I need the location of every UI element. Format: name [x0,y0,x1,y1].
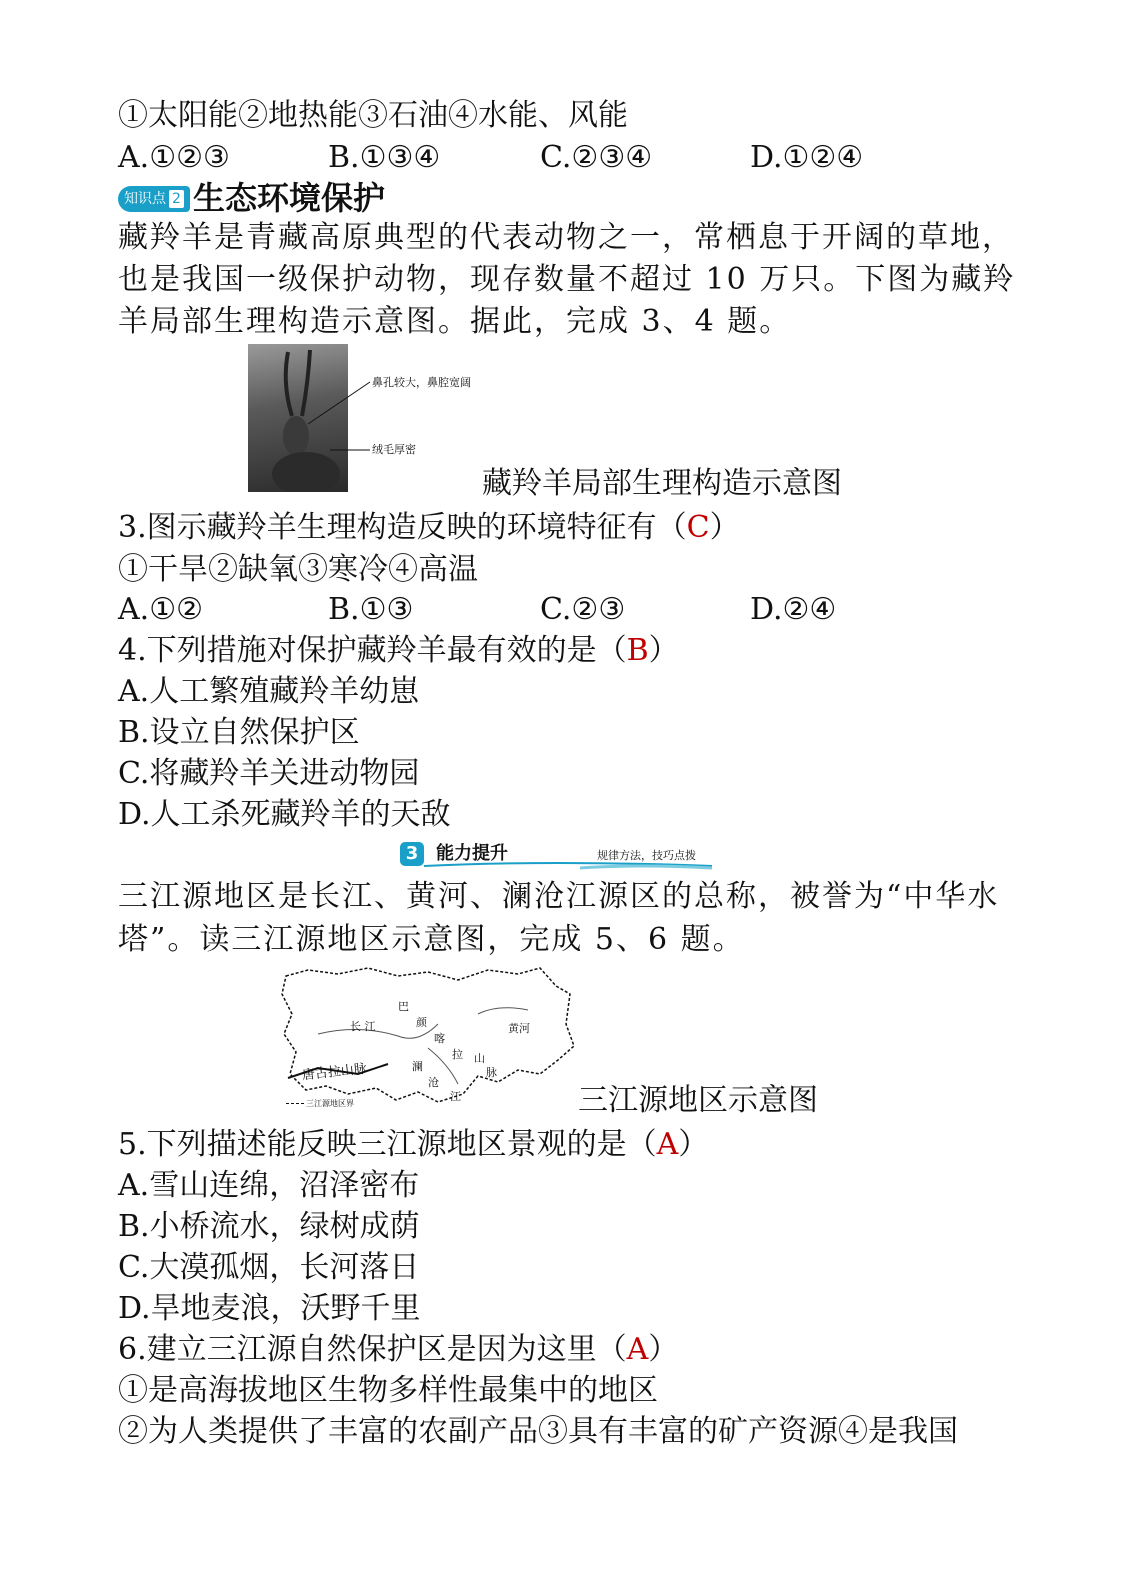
map-label-mai: 脉 [486,1066,497,1079]
map-label-shan: 山 [474,1052,485,1065]
q6-item-2: ②为人类提供了丰富的农副产品③具有丰富的矿产资源④是我国 [118,1414,958,1449]
q2-option-d: D.①②④ [750,140,864,175]
q5-option-a: A.雪山连绵，沼泽密布 [118,1168,420,1203]
callout-leader-lines [300,380,380,460]
q5-option-b: B.小桥流水，绿树成荫 [118,1209,420,1244]
q5-stem-text: 5.下列描述能反映三江源地区景观的是（ [118,1127,657,1162]
map-legend: 三江源地区界 [306,1099,354,1108]
figure2-caption: 三江源地区示意图 [578,1083,818,1118]
map-label-jiang: 江 [450,1090,461,1103]
banner-subtitle: 规律方法，技巧点拨 [597,849,696,862]
q4-answer: B [626,633,649,668]
q3-close: ） [709,510,740,545]
q3-stem-text: 3.图示藏羚羊生理构造反映的环境特征有（ [118,510,687,545]
q2-option-a: A.①②③ [118,140,230,175]
map-label-la: 拉 [452,1048,463,1061]
q5-answer: A [656,1127,679,1162]
badge-text: 知识点 [124,191,166,207]
callout-nose: 鼻孔较大，鼻腔宽阔 [372,376,471,389]
legend-line [286,1103,304,1104]
q5-option-d: D.旱地麦浪，沃野千里 [118,1291,421,1326]
passage2-line: 塔”。读三江源地区示意图，完成 5、6 题。 [118,922,745,957]
q4-close: ） [648,633,679,668]
passage1-line: 也是我国一级保护动物，现存数量不超过 10 万只。下图为藏羚 [118,262,1016,297]
q3-stem [118,508,740,548]
q4-option-c: C.将藏羚羊关进动物园 [118,756,420,791]
map-label-yan: 颜 [416,1016,427,1029]
q6-answer: A [626,1332,649,1367]
q3-answer: C [686,510,710,545]
passage1-line: 羊局部生理构造示意图。据此，完成 3、4 题。 [118,304,792,339]
q6-stem [118,1330,678,1370]
sanjiangyuan-map [278,964,578,1114]
map-label-tanggula: 唐古拉山脉 [301,1061,368,1084]
q2-option-c: C.②③④ [540,140,653,175]
q4-stem-text: 4.下列措施对保护藏羚羊最有效的是（ [118,633,627,668]
map-label-ka: 喀 [434,1032,445,1045]
q2-option-b: B.①③④ [328,140,441,175]
q3-option-a: A.①② [118,592,203,627]
map-label-ba: 巴 [398,1000,409,1013]
q4-option-b: B.设立自然保护区 [118,715,360,750]
map-label-changjiang: 长 江 [350,1020,376,1033]
q4-option-d: D.人工杀死藏羚羊的天敌 [118,797,451,832]
q5-close: ） [678,1127,709,1162]
figure1-caption: 藏羚羊局部生理构造示意图 [482,466,842,501]
badge-number: 2 [169,190,184,208]
q5-option-c: C.大漠孤烟，长河落日 [118,1250,420,1285]
passage1-line: 藏羚羊是青藏高原典型的代表动物之一，常栖息于开阔的草地， [118,220,1014,255]
q4-option-a: A.人工繁殖藏羚羊幼崽 [118,674,420,709]
q6-stem-text: 6.建立三江源自然保护区是因为这里（ [118,1332,627,1367]
passage2-line: 三江源地区是长江、黄河、澜沧江源区的总称，被誉为“中华水 [118,879,1000,914]
q3-option-c: C.②③ [540,592,626,627]
map-label-lan: 澜 [412,1060,423,1073]
banner-title: 能力提升 [436,843,508,864]
section-heading: 生态环境保护 [193,179,386,217]
q6-close: ） [648,1332,679,1367]
callout-fur: 绒毛厚密 [372,443,416,456]
banner-number: 3 [405,843,419,864]
q5-stem [118,1125,708,1165]
q3-option-b: B.①③ [328,592,414,627]
q3-items: ①干旱②缺氧③寒冷④高温 [118,552,478,587]
q3-option-d: D.②④ [750,592,837,627]
map-label-cang: 沧 [428,1076,439,1089]
q2-items: ①太阳能②地热能③石油④水能、风能 [118,98,628,133]
q4-stem [118,631,679,671]
q6-item-1: ①是高海拔地区生物多样性最集中的地区 [118,1373,658,1408]
knowledge-point-badge [118,186,190,212]
map-label-huanghe: 黄河 [508,1022,530,1035]
